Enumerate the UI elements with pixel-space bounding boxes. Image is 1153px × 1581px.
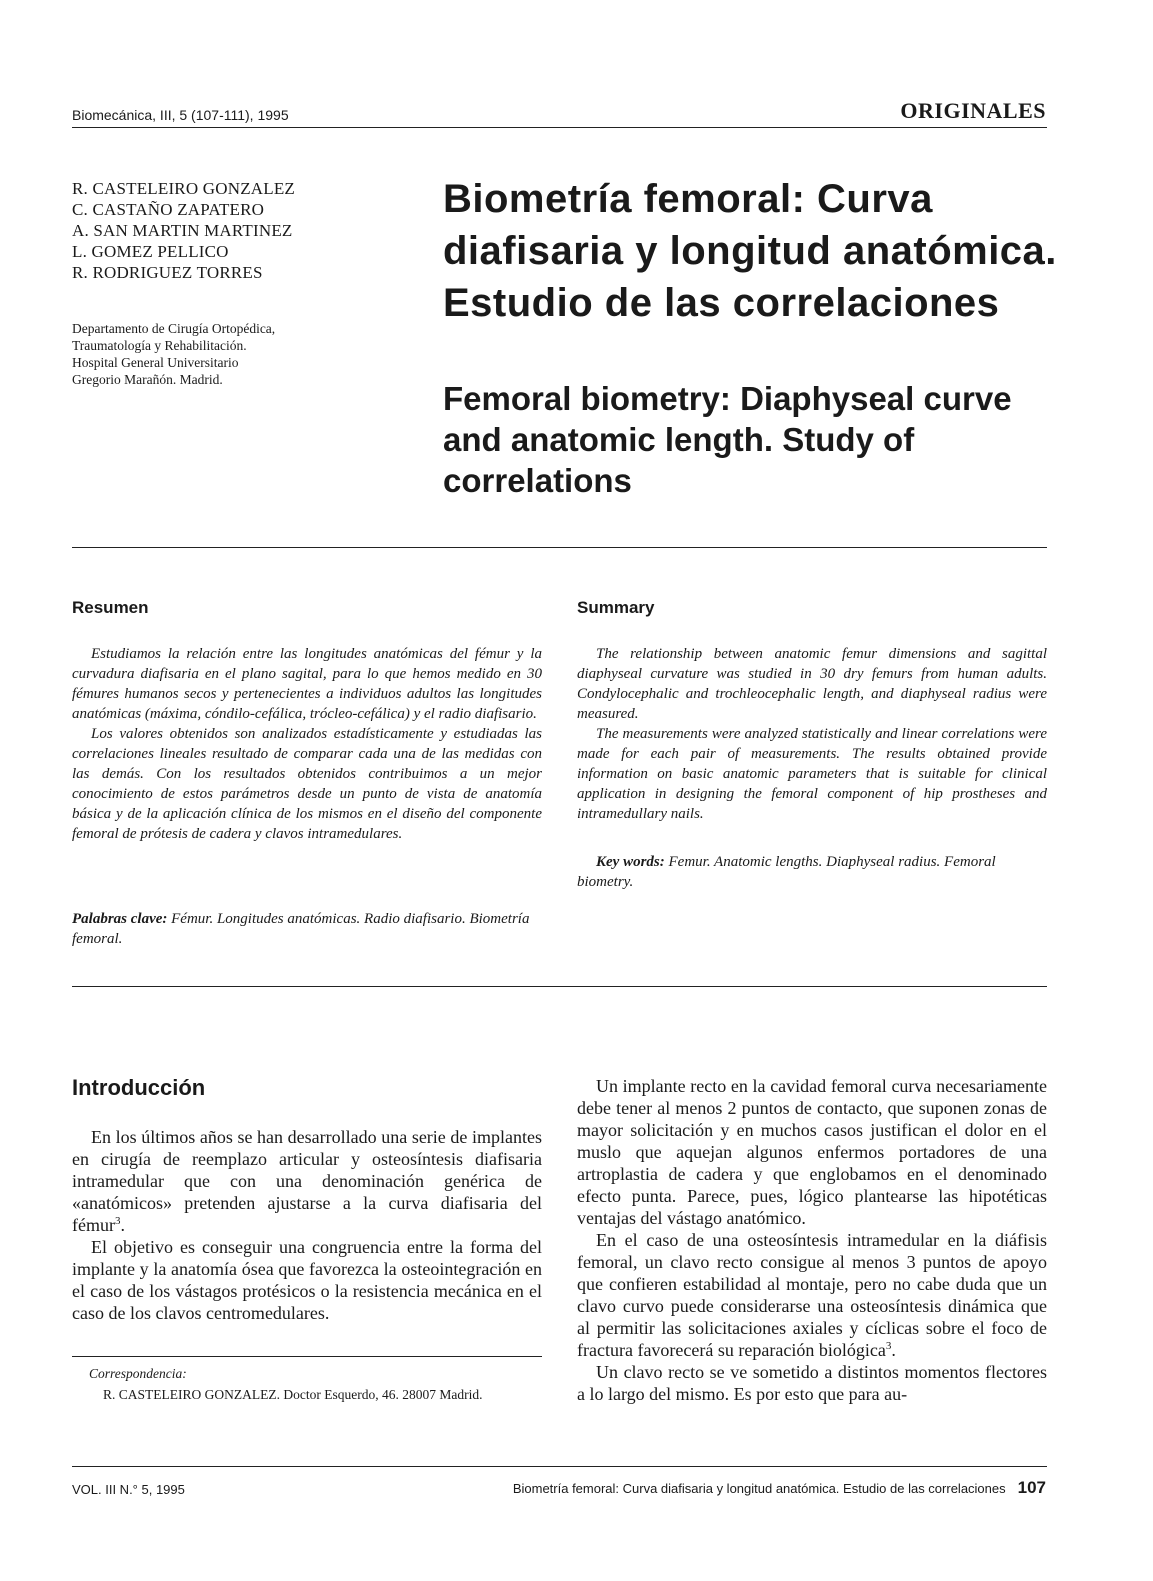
title-rule xyxy=(72,547,1047,548)
author: L. GOMEZ PELLICO xyxy=(72,242,229,261)
author-list xyxy=(72,178,295,283)
correspondence-address: R. CASTELEIRO GONZALEZ. Doctor Esquerdo, 46. 28007 Madrid. xyxy=(103,1387,483,1402)
intro-heading: Introducción xyxy=(72,1075,206,1100)
keywords-label: Key words: xyxy=(596,854,665,870)
resumen-paragraph: Los valores obtenidos son analizados estadísticamente y estudiadas las correlaciones lineales resultado de comparar cada una de las medidas con las demás. Con los resultados obtenidos contribuimos a un mejor conocimiento de estos parámetros desde un punto de vista de anatomía básica y de la aplicación clínica de los mismos en el diseño del componente femoral de prótesis de cadera y clavos intramedulares. xyxy=(72,726,542,842)
body-text: En el caso de una osteosíntesis intramedular en la diáfisis femoral, un clavo recto consigue al menos 3 puntos de apoyo que confieren estabilidad al montaje, pero no cabe duda que un clavo curvo puede considerarse una osteosíntesis dinámica que al permitir las solicitaciones axiales y cíclicas sobre el foco de fractura favorecerá su reparación biológica xyxy=(577,1230,1047,1360)
affiliation xyxy=(72,320,275,388)
header-rule xyxy=(72,127,1047,128)
page-number: 107 xyxy=(1017,1478,1046,1497)
footer-volume: VOL. III N.° 5, 1995 xyxy=(72,1482,185,1497)
title-spanish: Biometría femoral: Curva diafisaria y longitud anatómica. Estudio de las correlaciones xyxy=(443,177,1057,325)
section-label: ORIGINALES xyxy=(900,98,1046,123)
resumen-paragraph: Estudiamos la relación entre las longitudes anatómicas del fémur y la curvadura diafisaria en el plano sagital, para lo que hemos medido en 30 fémures humanos secos y pertenecientes a individuos adultos las longitudes anatómicas (máxima, cóndilo-cefálica, trócleo-cefálica) y el radio diafisario. xyxy=(72,646,542,722)
affiliation-line: Hospital General Universitario xyxy=(72,355,239,370)
body-text: . xyxy=(120,1215,125,1235)
title-english: Femoral biometry: Diaphyseal curve and anatomic length. Study of correlations xyxy=(443,380,1012,499)
author: R. CASTELEIRO GONZALEZ xyxy=(72,179,296,198)
reference-mark: 3 xyxy=(114,1215,121,1227)
summary-paragraph: The measurements were analyzed statistically and linear correlations were made for each pair of measurements. The results obtained provide information on basic anatomic parameters that is suitable for clinical application in designing the femoral component of hip prostheses and intramedullary nails. xyxy=(577,726,1047,822)
abstract-rule xyxy=(72,986,1047,987)
summary-paragraph: The relationship between anatomic femur dimensions and sagittal diaphyseal curvature was studied in 30 dry femurs from human adults. Condylocephalic and trochleocephalic length, and diaphyseal radius were measured. xyxy=(577,646,1047,722)
author: R. RODRIGUEZ TORRES xyxy=(72,263,263,282)
body-text: . xyxy=(891,1340,896,1360)
author: A. SAN MARTIN MARTINEZ xyxy=(72,221,293,240)
correspondence-label: Correspondencia: xyxy=(89,1366,187,1381)
journal-citation: Biomecánica, III, 5 (107-111), 1995 xyxy=(72,107,289,123)
body-paragraph: Un clavo recto se ve sometido a distintos momentos flectores a lo largo del mismo. Es por esto que para au- xyxy=(577,1362,1047,1404)
summary-text xyxy=(577,644,1047,824)
affiliation-line: Departamento de Cirugía Ortopédica, xyxy=(72,321,276,336)
resumen-text xyxy=(72,644,542,844)
body-paragraph xyxy=(577,1229,1047,1361)
correspondence-rule xyxy=(72,1356,542,1357)
resumen-keywords xyxy=(72,909,552,949)
footer-running-title xyxy=(513,1478,1046,1498)
author: C. CASTAÑO ZAPATERO xyxy=(72,200,265,219)
affiliation-line: Gregorio Marañón. Madrid. xyxy=(72,372,223,387)
reference-mark: 3 xyxy=(885,1340,892,1352)
summary-heading: Summary xyxy=(577,598,655,617)
keywords-text: Femur. Anatomic lengths. Diaphyseal radius. Femoral biometry. xyxy=(577,854,996,890)
intro-right-column xyxy=(577,1075,1047,1405)
body-paragraph: El objetivo es conseguir una congruencia entre la forma del implante y la anatomía ósea que favorezca la osteointegración en el caso de los vástagos protésicos o la resistencia mecánica en el caso de los clavos centromedulares. xyxy=(72,1237,542,1323)
body-paragraph: Un implante recto en la cavidad femoral curva necesariamente debe tener al menos 2 puntos de contacto, que suponen zonas de mayor solicitación y en muchos casos justifican el dolor en el muslo que aquejan algunos enfermos portadores de una artroplastia de cadera y que englobamos en el denominado efecto punta. Parece, pues, lógico plantearse las hipotéticas ventajas del vástago anatómico. xyxy=(577,1076,1047,1228)
keywords-label: Palabras clave: xyxy=(72,911,168,927)
body-text: En los últimos años se han desarrollado una serie de implantes en cirugía de reemplazo articular y osteosíntesis diafisaria intramedular que con una denominación genérica de «anatómicos» pretenden ajustarse a la curva diafisaria del fémur xyxy=(72,1127,542,1235)
affiliation-line: Traumatología y Rehabilitación. xyxy=(72,338,247,353)
intro-left-column xyxy=(72,1126,542,1324)
body-paragraph xyxy=(72,1126,542,1236)
running-title: Biometría femoral: Curva diafisaria y longitud anatómica. Estudio de las correlaciones xyxy=(512,1481,1006,1496)
keywords-text: Fémur. Longitudes anatómicas. Radio diafisario. Biometría femoral. xyxy=(72,911,530,947)
footer-rule xyxy=(72,1466,1047,1467)
resumen-heading: Resumen xyxy=(72,598,149,617)
summary-keywords xyxy=(577,852,1047,892)
